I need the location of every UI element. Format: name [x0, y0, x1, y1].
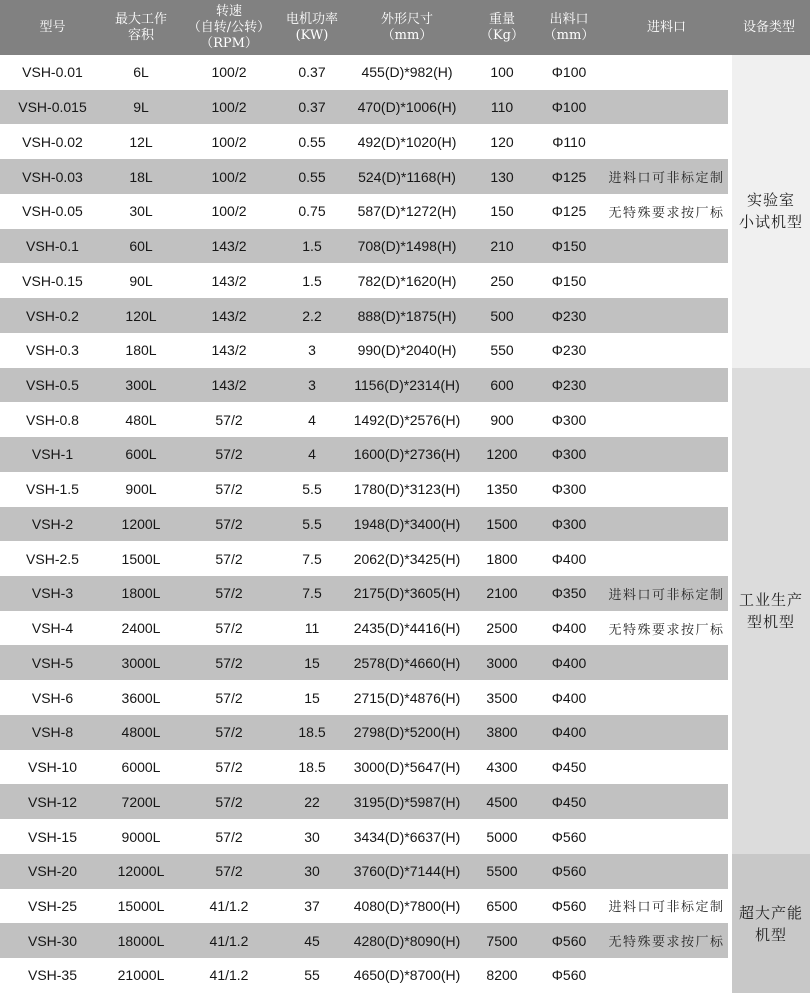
table-body — [0, 55, 810, 993]
cell-weight: 1800 — [486, 550, 518, 567]
cell-model: VSH-0.1 — [26, 238, 79, 255]
device-type-group — [732, 55, 810, 368]
cell-dimensions: 990(D)*2040(H) — [357, 342, 457, 359]
cell-weight: 3500 — [486, 689, 518, 706]
col-header-line: （Kg） — [479, 27, 525, 43]
cell-model: VSH-2.5 — [26, 550, 79, 567]
cell-outlet: Φ400 — [551, 620, 587, 637]
cell-speed: 100/2 — [211, 64, 247, 81]
device-type-label-line: 超大产能 — [738, 903, 803, 922]
cell-outlet: Φ400 — [551, 724, 587, 741]
cell-outlet: Φ560 — [551, 967, 587, 984]
cell-dimensions: 3434(D)*6637(H) — [353, 828, 461, 845]
cell-weight: 8200 — [486, 967, 518, 984]
cell-speed: 41/1.2 — [209, 897, 249, 914]
cell-outlet: Φ150 — [551, 238, 587, 255]
device-type-label-line: 工业生产 — [738, 590, 803, 609]
cell-speed: 100/2 — [211, 133, 247, 150]
col-header-line: 最大工作 — [114, 11, 167, 27]
cell-power: 3 — [308, 342, 316, 359]
cell-volume: 7200L — [121, 793, 161, 810]
cell-weight: 600 — [490, 376, 514, 393]
cell-speed: 143/2 — [211, 238, 247, 255]
cell-model: VSH-12 — [27, 793, 78, 810]
col-header-outlet — [533, 0, 605, 55]
cell-speed: 143/2 — [211, 307, 247, 324]
cell-volume: 15000L — [117, 897, 165, 914]
cell-outlet: Φ100 — [551, 99, 587, 116]
cell-dimensions: 1600(D)*2736(H) — [353, 446, 461, 463]
cell-model: VSH-1 — [31, 446, 74, 463]
table-row — [0, 750, 728, 785]
cell-volume: 9000L — [121, 828, 161, 845]
cell-power: 1.5 — [302, 272, 322, 289]
cell-power: 37 — [304, 897, 320, 914]
cell-power: 0.37 — [298, 64, 326, 81]
cell-model: VSH-0.15 — [22, 272, 83, 289]
cell-weight: 120 — [490, 133, 514, 150]
cell-dimensions: 2435(D)*4416(H) — [353, 620, 461, 637]
cell-dimensions: 4280(D)*8090(H) — [353, 932, 461, 949]
col-header-line: （mm） — [381, 27, 433, 43]
cell-volume: 6L — [133, 64, 149, 81]
cell-volume: 90L — [129, 272, 153, 289]
cell-speed: 57/2 — [215, 793, 243, 810]
table-row — [0, 55, 728, 90]
cell-dimensions: 3195(D)*5987(H) — [353, 793, 461, 810]
cell-weight: 500 — [490, 307, 514, 324]
cell-weight: 2100 — [486, 585, 518, 602]
cell-power: 0.37 — [298, 99, 326, 116]
cell-weight: 150 — [490, 203, 514, 220]
cell-weight: 130 — [490, 168, 514, 185]
cell-outlet: Φ300 — [551, 481, 587, 498]
device-type-label-line: 实验室 — [746, 191, 795, 210]
cell-volume: 1200L — [121, 515, 161, 532]
col-header-line: 外形尺寸 — [380, 11, 433, 27]
cell-power: 22 — [304, 793, 320, 810]
col-header-max_volume — [105, 0, 177, 55]
cell-inlet: 进料口可非标定制 — [608, 587, 725, 603]
cell-outlet: Φ450 — [551, 793, 587, 810]
table-row — [0, 854, 728, 889]
cell-volume: 1800L — [121, 585, 161, 602]
cell-volume: 2400L — [121, 620, 161, 637]
col-header-inlet — [605, 0, 728, 55]
cell-model: VSH-1.5 — [26, 481, 79, 498]
table-row — [0, 784, 728, 819]
cell-volume: 12000L — [117, 863, 165, 880]
cell-power: 3 — [308, 376, 316, 393]
cell-speed: 100/2 — [211, 99, 247, 116]
cell-outlet: Φ150 — [551, 272, 587, 289]
cell-power: 0.55 — [298, 168, 326, 185]
table-row — [0, 159, 728, 194]
cell-volume: 18L — [129, 168, 153, 185]
cell-volume: 4800L — [121, 724, 161, 741]
col-header-line: 型号 — [39, 19, 66, 35]
cell-volume: 3000L — [121, 654, 161, 671]
cell-model: VSH-0.01 — [22, 64, 83, 81]
cell-speed: 57/2 — [215, 863, 243, 880]
cell-inlet: 进料口可非标定制 — [608, 171, 725, 187]
cell-power: 30 — [304, 863, 320, 880]
table-row — [0, 472, 728, 507]
col-header-model — [0, 0, 105, 55]
cell-speed: 57/2 — [215, 550, 243, 567]
cell-outlet: Φ100 — [551, 64, 587, 81]
device-type-label-line: 型机型 — [746, 612, 795, 631]
cell-speed: 143/2 — [211, 342, 247, 359]
cell-outlet: Φ400 — [551, 654, 587, 671]
cell-dimensions: 2715(D)*4876(H) — [353, 689, 461, 706]
cell-volume: 1500L — [121, 550, 161, 567]
cell-power: 4 — [308, 446, 316, 463]
cell-outlet: Φ560 — [551, 863, 587, 880]
table-row — [0, 507, 728, 542]
table-row — [0, 124, 728, 159]
table-row — [0, 611, 728, 646]
col-header-motor_power — [281, 0, 343, 55]
cell-weight: 210 — [490, 238, 514, 255]
cell-outlet: Φ300 — [551, 411, 587, 428]
cell-dimensions: 3000(D)*5647(H) — [353, 759, 461, 776]
cell-outlet: Φ560 — [551, 828, 587, 845]
col-header-line: 重量 — [488, 11, 515, 27]
cell-weight: 250 — [490, 272, 514, 289]
table-row — [0, 680, 728, 715]
cell-model: VSH-30 — [27, 932, 78, 949]
table-rows — [0, 55, 728, 993]
cell-weight: 1200 — [486, 446, 518, 463]
cell-model: VSH-5 — [31, 654, 74, 671]
cell-model: VSH-8 — [31, 724, 74, 741]
cell-weight: 7500 — [486, 932, 518, 949]
cell-volume: 9L — [133, 99, 149, 116]
cell-model: VSH-3 — [31, 585, 74, 602]
cell-speed: 57/2 — [215, 446, 243, 463]
cell-power: 7.5 — [302, 550, 322, 567]
cell-dimensions: 782(D)*1620(H) — [357, 272, 457, 289]
cell-weight: 110 — [490, 99, 514, 116]
cell-dimensions: 1156(D)*2314(H) — [354, 376, 460, 393]
cell-speed: 143/2 — [211, 376, 247, 393]
col-header-line: 转速 — [215, 3, 242, 19]
device-type-label-line: 机型 — [754, 925, 787, 944]
cell-weight: 1350 — [486, 481, 518, 498]
cell-power: 5.5 — [302, 481, 322, 498]
col-header-line: 电机功率 — [285, 11, 338, 27]
cell-model: VSH-10 — [27, 759, 78, 776]
cell-power: 7.5 — [302, 585, 322, 602]
col-header-speed — [177, 0, 281, 55]
cell-speed: 57/2 — [215, 689, 243, 706]
cell-outlet: Φ230 — [551, 307, 587, 324]
col-header-weight — [471, 0, 533, 55]
cell-dimensions: 1492(D)*2576(H) — [353, 411, 461, 428]
cell-outlet: Φ230 — [551, 342, 587, 359]
cell-speed: 57/2 — [215, 515, 243, 532]
cell-speed: 57/2 — [215, 654, 243, 671]
cell-power: 4 — [308, 411, 316, 428]
cell-volume: 120L — [125, 307, 157, 324]
cell-inlet: 无特殊要求按厂标 — [608, 935, 725, 951]
cell-dimensions: 455(D)*982(H) — [361, 64, 453, 81]
cell-outlet: Φ110 — [552, 133, 586, 150]
cell-weight: 2500 — [486, 620, 518, 637]
cell-model: VSH-0.05 — [22, 203, 83, 220]
cell-dimensions: 4650(D)*8700(H) — [353, 967, 461, 984]
cell-dimensions: 524(D)*1168(H) — [358, 168, 456, 185]
cell-dimensions: 708(D)*1498(H) — [357, 238, 457, 255]
cell-volume: 12L — [129, 133, 153, 150]
cell-model: VSH-20 — [27, 863, 78, 880]
cell-outlet: Φ560 — [551, 932, 587, 949]
cell-weight: 1500 — [486, 515, 518, 532]
table-row — [0, 715, 728, 750]
cell-power: 15 — [304, 654, 320, 671]
table-row — [0, 889, 728, 924]
table-row — [0, 958, 728, 993]
cell-dimensions: 3760(D)*7144(H) — [353, 863, 461, 880]
cell-model: VSH-0.015 — [18, 99, 87, 116]
cell-model: VSH-6 — [31, 689, 74, 706]
cell-weight: 100 — [490, 64, 514, 81]
cell-speed: 143/2 — [211, 272, 247, 289]
cell-dimensions: 1780(D)*3123(H) — [353, 481, 461, 498]
cell-model: VSH-0.2 — [26, 307, 79, 324]
col-header-line: （RPM） — [200, 35, 258, 51]
cell-weight: 900 — [490, 411, 514, 428]
table-row — [0, 298, 728, 333]
cell-inlet: 进料口可非标定制 — [608, 900, 725, 916]
cell-dimensions: 587(D)*1272(H) — [357, 203, 457, 220]
col-header-line: 容积 — [127, 27, 154, 43]
cell-weight: 5500 — [486, 863, 518, 880]
cell-volume: 180L — [125, 342, 157, 359]
cell-outlet: Φ300 — [551, 446, 587, 463]
cell-dimensions: 1948(D)*3400(H) — [353, 515, 461, 532]
cell-volume: 3600L — [121, 689, 161, 706]
cell-dimensions: 2175(D)*3605(H) — [353, 585, 461, 602]
table-row — [0, 229, 728, 264]
cell-speed: 57/2 — [215, 585, 243, 602]
cell-model: VSH-0.8 — [26, 411, 79, 428]
cell-outlet: Φ230 — [551, 376, 587, 393]
cell-outlet: Φ400 — [551, 550, 587, 567]
table-row — [0, 576, 728, 611]
cell-volume: 300L — [125, 376, 157, 393]
cell-speed: 57/2 — [215, 828, 243, 845]
cell-speed: 100/2 — [211, 203, 247, 220]
cell-power: 0.55 — [298, 133, 326, 150]
table-header — [0, 0, 810, 55]
cell-speed: 57/2 — [215, 759, 243, 776]
cell-power: 5.5 — [302, 515, 322, 532]
cell-model: VSH-0.5 — [26, 376, 79, 393]
cell-power: 0.75 — [298, 203, 326, 220]
cell-model: VSH-2 — [31, 515, 74, 532]
table-row — [0, 263, 728, 298]
cell-model: VSH-35 — [27, 967, 78, 984]
cell-outlet: Φ300 — [551, 515, 587, 532]
cell-dimensions: 2578(D)*4660(H) — [353, 654, 461, 671]
cell-outlet: Φ450 — [551, 759, 587, 776]
cell-power: 2.2 — [302, 307, 322, 324]
cell-dimensions: 888(D)*1875(H) — [357, 307, 457, 324]
cell-model: VSH-0.02 — [22, 133, 83, 150]
table-row — [0, 333, 728, 368]
cell-power: 1.5 — [302, 238, 322, 255]
cell-speed: 100/2 — [211, 168, 247, 185]
cell-weight: 550 — [490, 342, 514, 359]
device-type-group — [732, 854, 810, 993]
cell-power: 55 — [304, 967, 320, 984]
cell-dimensions: 2062(D)*3425(H) — [353, 550, 461, 567]
cell-speed: 57/2 — [215, 620, 243, 637]
cell-speed: 57/2 — [215, 481, 243, 498]
col-header-line: (KW) — [295, 27, 329, 43]
cell-weight: 6500 — [486, 897, 518, 914]
cell-dimensions: 4080(D)*7800(H) — [353, 897, 461, 914]
table-row — [0, 194, 728, 229]
device-type-group — [732, 368, 810, 854]
table-row — [0, 437, 728, 472]
cell-weight: 4300 — [486, 759, 518, 776]
cell-outlet: Φ125 — [551, 203, 587, 220]
cell-volume: 600L — [125, 446, 157, 463]
table-row — [0, 645, 728, 680]
cell-outlet: Φ560 — [551, 897, 587, 914]
cell-weight: 4500 — [486, 793, 518, 810]
table-row — [0, 368, 728, 403]
cell-power: 30 — [304, 828, 320, 845]
device-type-label-line: 小试机型 — [738, 213, 803, 232]
cell-model: VSH-4 — [31, 620, 74, 637]
cell-outlet: Φ350 — [551, 585, 587, 602]
cell-model: VSH-0.03 — [22, 168, 83, 185]
table-row — [0, 90, 728, 125]
cell-power: 45 — [304, 932, 320, 949]
cell-speed: 41/1.2 — [209, 932, 249, 949]
cell-inlet: 无特殊要求按厂标 — [608, 622, 725, 638]
cell-volume: 900L — [125, 481, 157, 498]
cell-speed: 41/1.2 — [209, 967, 249, 984]
cell-volume: 6000L — [121, 759, 161, 776]
cell-outlet: Φ125 — [551, 168, 587, 185]
cell-dimensions: 470(D)*1006(H) — [357, 99, 457, 116]
cell-volume: 480L — [125, 411, 157, 428]
cell-volume: 18000L — [117, 932, 165, 949]
cell-model: VSH-0.3 — [26, 342, 79, 359]
cell-speed: 57/2 — [215, 411, 243, 428]
table-row — [0, 923, 728, 958]
cell-weight: 3800 — [486, 724, 518, 741]
table-row — [0, 819, 728, 854]
cell-power: 15 — [304, 689, 320, 706]
cell-volume: 21000L — [117, 967, 165, 984]
cell-power: 11 — [304, 620, 320, 637]
cell-weight: 5000 — [486, 828, 518, 845]
col-header-line: 出料口 — [549, 11, 589, 27]
col-header-device_type — [728, 0, 810, 55]
cell-volume: 60L — [129, 238, 153, 255]
col-header-line: 进料口 — [646, 19, 686, 35]
table-row — [0, 541, 728, 576]
cell-speed: 57/2 — [215, 724, 243, 741]
cell-model: VSH-15 — [27, 828, 78, 845]
cell-outlet: Φ400 — [551, 689, 587, 706]
device-type-column — [732, 55, 810, 993]
cell-dimensions: 492(D)*1020(H) — [357, 133, 457, 150]
cell-model: VSH-25 — [27, 897, 78, 914]
cell-weight: 3000 — [486, 654, 518, 671]
cell-power: 18.5 — [298, 759, 326, 776]
cell-inlet: 无特殊要求按厂标 — [608, 205, 725, 221]
col-header-line: 设备类型 — [742, 19, 795, 35]
table-row — [0, 402, 728, 437]
col-header-dimensions — [343, 0, 471, 55]
cell-power: 18.5 — [298, 724, 326, 741]
cell-dimensions: 2798(D)*5200(H) — [353, 724, 461, 741]
col-header-line: （自转/公转） — [187, 19, 271, 35]
cell-volume: 30L — [129, 203, 153, 220]
col-header-line: （mm） — [543, 27, 595, 43]
